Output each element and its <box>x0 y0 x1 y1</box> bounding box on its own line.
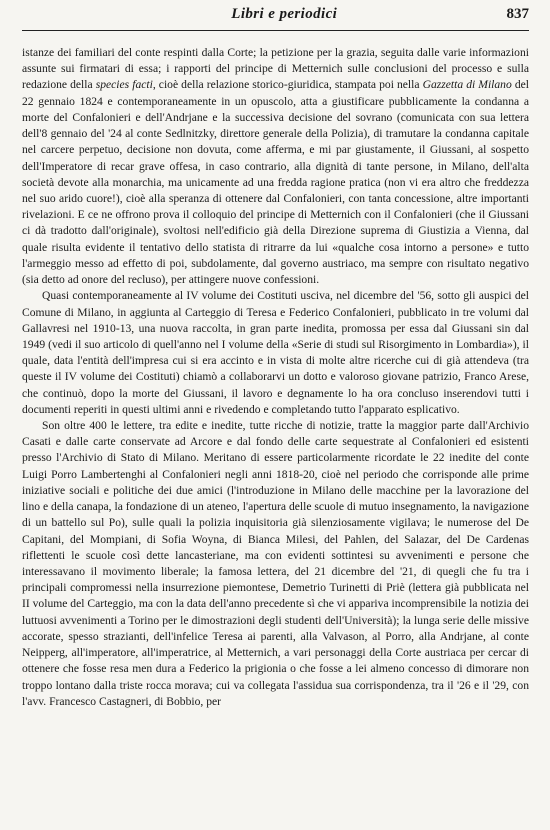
paragraph <box>22 288 529 418</box>
text-run: istanze dei familiari del conte respinti dalla Corte; la petizione per la grazia, seguita dalle varie informazioni assunte sui firmatari di essa; i rapporti del principe di Metternich sulle conclusioni del processo e sulla redazione della <box>22 46 529 92</box>
running-title: Libri e periodici <box>231 6 338 22</box>
text-run: del 22 gennaio 1824 e contemporaneamente in un opuscolo, atta a giustificare pubblicamente la condanna a morte del Confalonieri e dell'Andrjane e la successiva decisione del sovrano (comunicata con sua lettera dell'8 gennaio del '24 al conte Sedlnitzky, direttore generale della Polizia), di tramutare la condanna capitale nel carcere perpetuo, decisione non dovuta, come afferma, e mi par giustamente, il Giussani, al sospetto dell'Imperatore di recar grave offesa, in caso contrario, alla dignità di tante persone, in Milano, dell'alta società devote alla monarchia, ma unicamente ad una fredda ragione pratica (non vi era altro che freddezza nel suo arido cuore!), cioè alla speranza di ottenere dal Confalonieri, con tanta concessione, altre importanti rivelazioni. E ce ne offrono prova il colloquio del principe di Metternich con il Confalonieri (che il Giussani ci dà tradotto dall'originale), svoltosi nell'edificio già della Direzione suprema di Giustizia a Vienna, dal quale risulta evidente il tentativo dello statista di ritrarre da lui «qualche cosa intorno a persone» e tutto l'armeggio messo ad effetto di poi, subdolamente, dal governo austriaco, ma sempre con risultato negativo (sia detto ad onore del recluso), per attingere nuove confessioni. <box>22 78 529 287</box>
text-run: , cioè della relazione storico-giuridica, stampata poi nella <box>152 78 423 92</box>
page-number: 837 <box>506 6 529 22</box>
page-header <box>22 6 529 31</box>
body-text <box>22 45 529 710</box>
text-run: Son oltre 400 le lettere, tra edite e inedite, tutte ricche di notizie, tratte la maggior parte dall'Archivio Casati e dalle carte conservate ad Arcore e dal fondo delle carte sequestrate al Confalonieri ed esistenti presso l'Archivio di Stato di Milano. Meritano di essere particolarmente ricordate le 22 inedite del conte Luigi Porro Lambertenghi al Confalonieri negli anni 1818-20, cioè nel periodo che corrisponde alle prime iniziative sociali e politiche dei due amici (l'introduzione in Milano delle macchine per la lavorazione del lino e della canapa, la fondazione di un ateneo, l'apertura delle scuole di mutuo insegnamento, la navigazione di un battello sul Po), sulle quali la polizia inquisitoria già silenziosamente vigilava; le numerose del De Capitani, del Mompiani, di Sofia Woyna, di Bianca Milesi, del Pahlen, del Salazar, del De Cardenas riflettenti le scuole così dette lancasteriane, ma con evidenti sottintesi su avvenimenti e persone che interessavano il movimento liberale; la famosa lettera, del 21 dicembre del '21, di quegli che fu tra i principali compromessi nella insurrezione piemontese, Demetrio Turinetti di Priè (lettera già pubblicata nel II volume del Carteggio, ma con la data dell'anno precedente sì che vi appariva incomprensibile la notizia dei luttuosi avvenimenti a Torino per le dimostrazioni degli studenti dell'Università); la lunga serie delle missive accorate, spesso strazianti, dell'infelice Teresa ai parenti, alla Valvason, al Porro, alla Andrjane, al conte Neipperg, all'imperatore, all'imperatrice, al Metternich, a vari personaggi della Corte austriaca per cercar di ottenere che fosse resa men dura a Federico la prigionia o che fosse a lei almeno concesso di dimorare non troppo lontano dalla triste rocca morava; cui va collegata l'assidua sua corrispondenza, tra il '26 e il '29, con l'avv. Francesco Castagneri, di Bobbio, per <box>22 419 529 708</box>
text-run: Quasi contemporaneamente al IV volume dei Costituti usciva, nel dicembre del '56, sotto gli auspici del Comune di Milano, in aggiunta al Carteggio di Teresa e Federico Confalonieri, pubblicato in tre volumi dal Gallavresi nel 1910-13, una nuova raccolta, in gran parte inedita, promossa per essa dal Giussani sin dal 1949 (vedi il suo articolo di quell'anno nel I volume della «Serie di studi sul Risorgimento in Lombardia»), il quale, data l'entità dell'impresa cui si era accinto e in vista di molte altre ricerche cui di già attendeva (tra queste il IV volume dei Costituti) chiamò a collaborarvi un dotto e valoroso giovane patrizio, Franco Arese, che continuò, dopo la morte del Giussani, il lavoro e degnamente lo ha ora concluso inserendovi tutti i documenti reperiti in questi ultimi anni e rivedendo e completando tutto l'apparato esplicativo. <box>22 289 529 416</box>
paragraph <box>22 45 529 288</box>
italic-text-run: Gazzetta di Milano <box>422 78 512 92</box>
paragraph <box>22 418 529 710</box>
italic-text-run: species facti <box>95 78 153 92</box>
